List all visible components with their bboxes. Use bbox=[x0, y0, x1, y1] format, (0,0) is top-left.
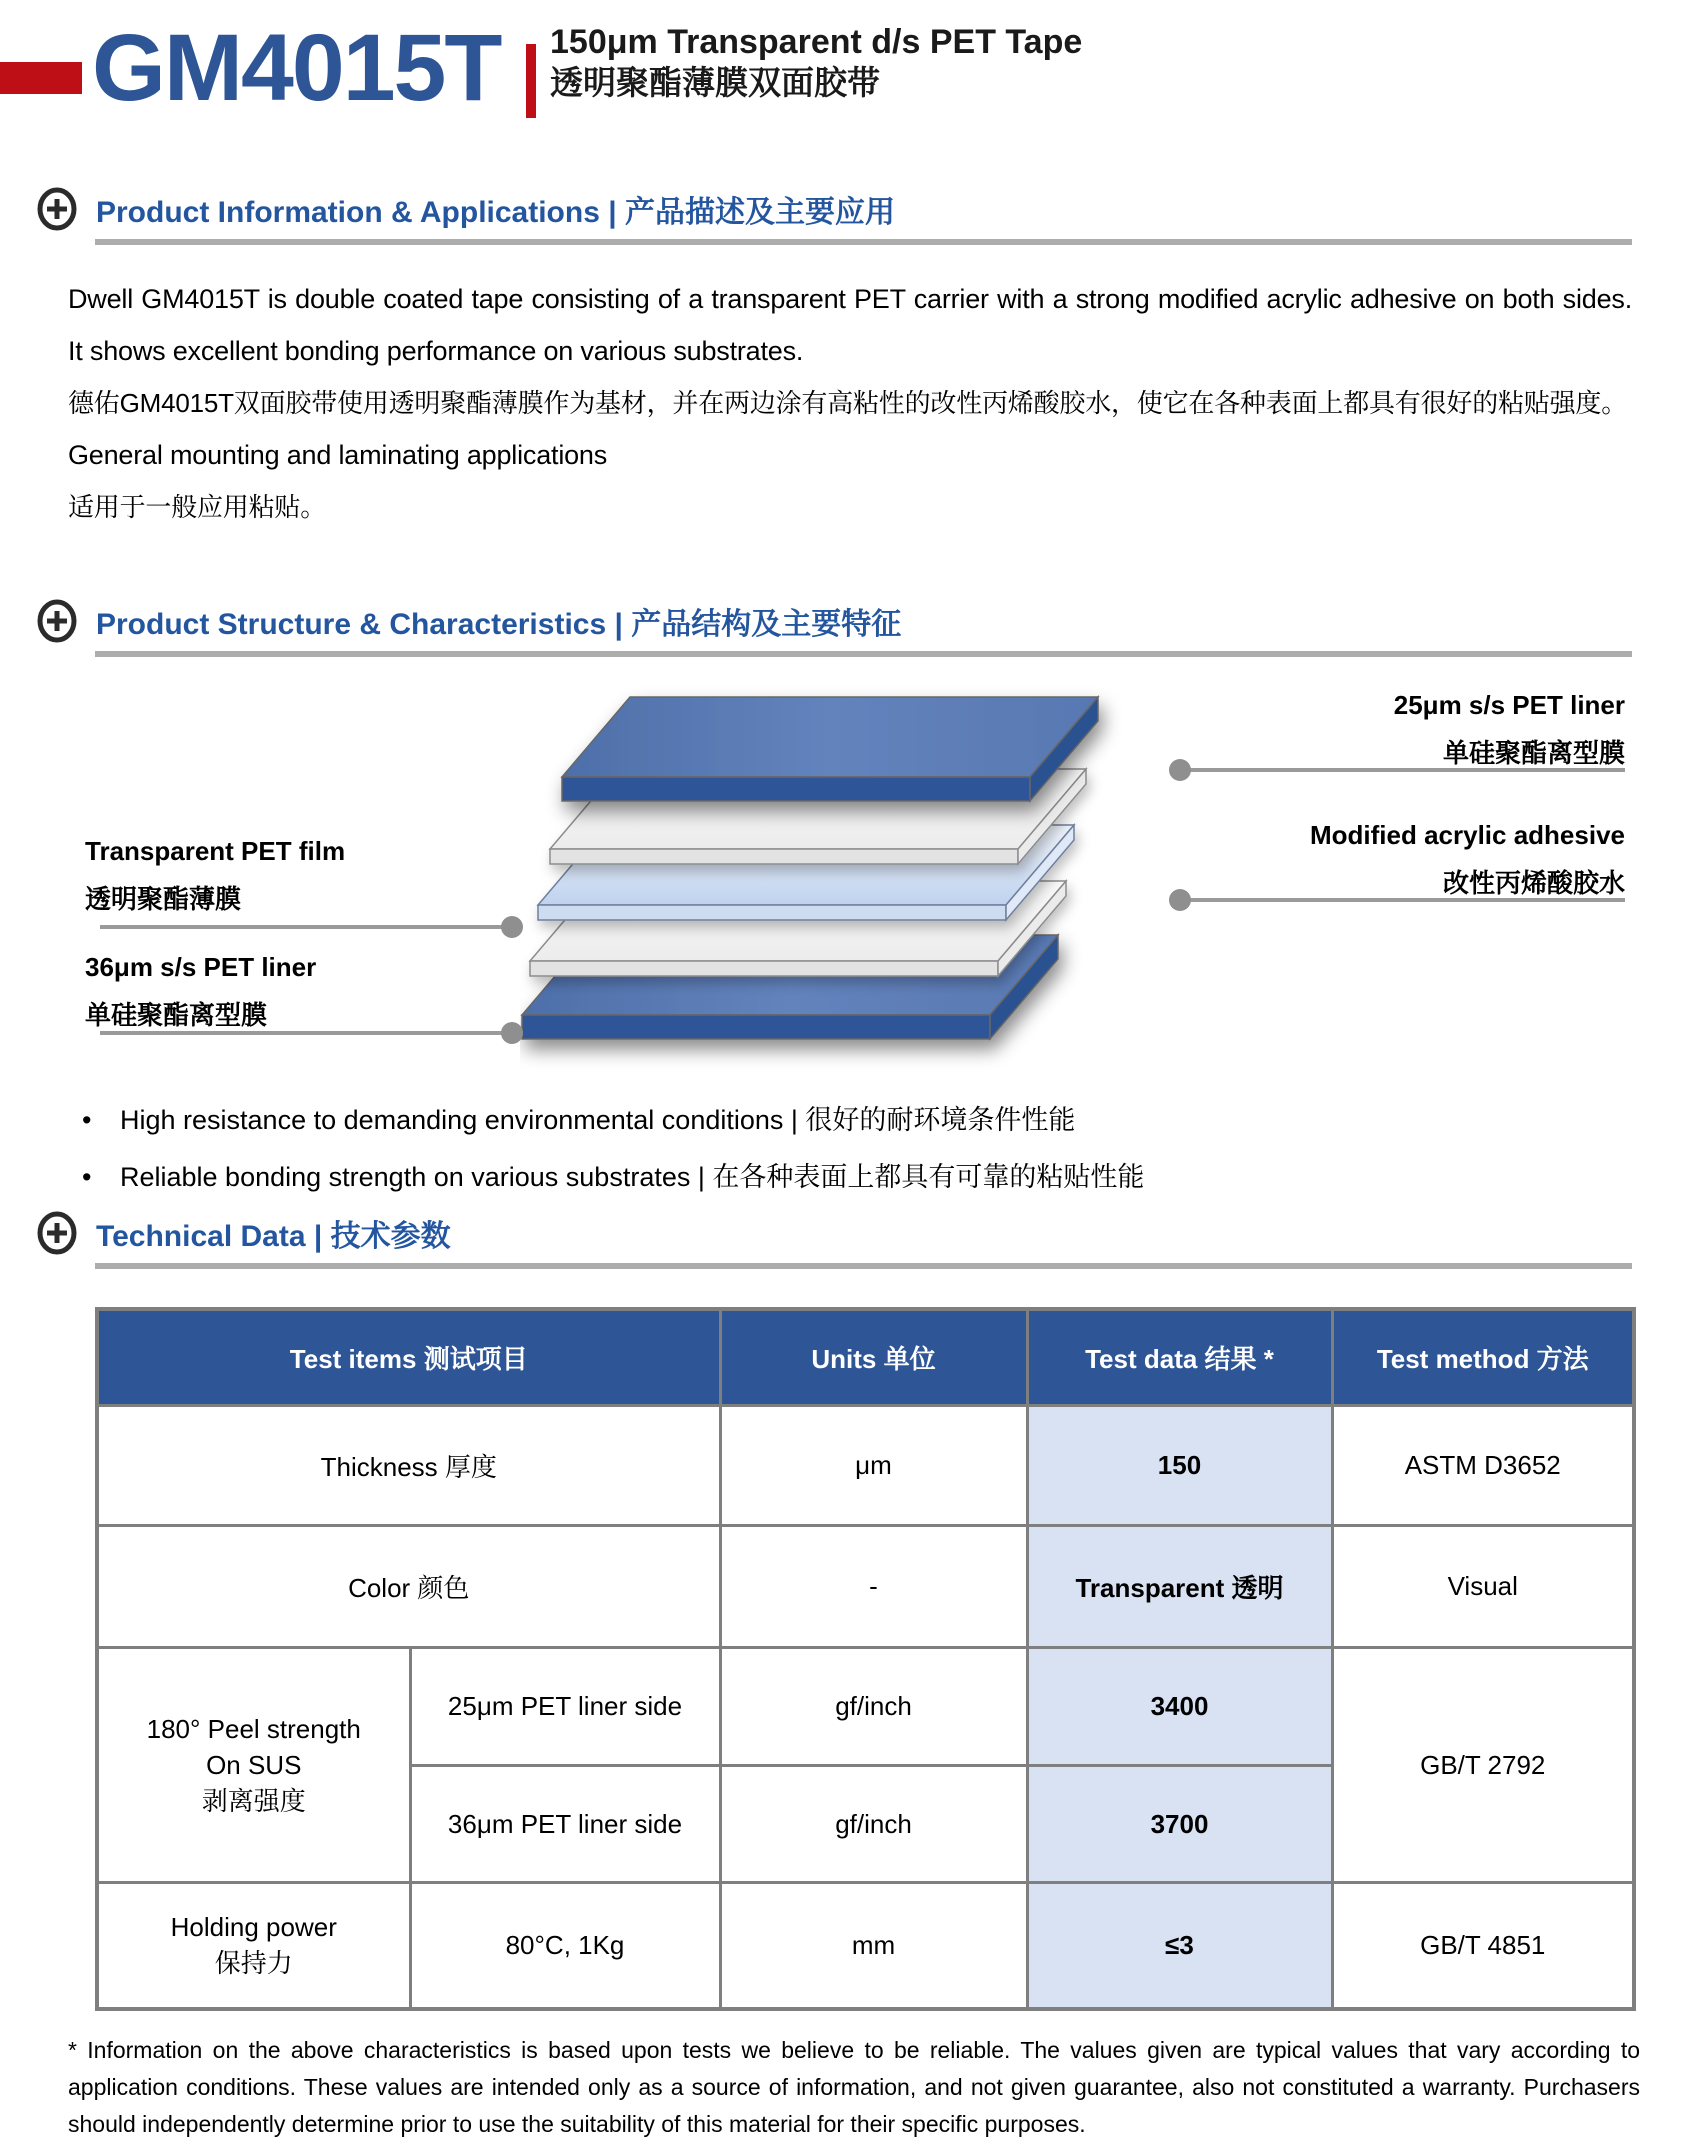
holding-item-line2: 保持力 bbox=[214, 1948, 293, 1979]
col-header-test-data: Test data 结果 * bbox=[1027, 1309, 1332, 1406]
section-title: Technical Data | 技术参数 bbox=[96, 1220, 451, 1253]
label-pet-film-zh: 透明聚酯薄膜 bbox=[85, 884, 242, 914]
footnote-disclaimer: * Information on the above characteristics is based upon tests we believe to be reliable. The values given are typical values that vary according to application conditions. These values are intended only as a source of information, and not given guarantee, also not constituted a warranty. Purchasers should independently determine prior to use the suitability of this material for their specific purposes. bbox=[68, 2037, 1640, 2137]
product-code: GM4015T bbox=[92, 15, 501, 121]
table-header-row bbox=[97, 1309, 1634, 1406]
label-adhesive bbox=[1310, 811, 1625, 907]
callout-line-liner-25 bbox=[1180, 768, 1625, 772]
table-row bbox=[97, 1406, 1634, 1526]
cell-test-data: Transparent 透明 bbox=[1027, 1526, 1332, 1648]
cell-method: GB/T 4851 bbox=[1332, 1883, 1634, 2009]
bullet-text: High resistance to demanding environmental conditions | 很好的耐环境条件性能 bbox=[120, 1105, 1076, 1135]
red-divider-bar bbox=[526, 44, 536, 118]
cell-item-holding bbox=[97, 1883, 410, 2009]
col-header-test-method: Test method 方法 bbox=[1332, 1309, 1634, 1406]
callout-line-pet-film bbox=[100, 925, 512, 929]
col-header-units: Units 单位 bbox=[720, 1309, 1027, 1406]
bullet-mark: • bbox=[82, 1105, 92, 1135]
label-liner-36-en: 36μm s/s PET liner bbox=[85, 952, 317, 982]
section-title: Product Structure & Characteristics | 产品结构及主要特征 bbox=[96, 608, 902, 641]
list-item bbox=[82, 1149, 1632, 1206]
table-row bbox=[97, 1526, 1634, 1648]
characteristics-list bbox=[82, 1092, 1632, 1206]
technical-data-table-wrap bbox=[95, 1307, 1694, 2011]
cell-test-data: ≤3 bbox=[1027, 1883, 1332, 2009]
label-pet-film-en: Transparent PET film bbox=[85, 836, 346, 866]
section-heading-row bbox=[36, 1210, 1694, 1256]
section-product-information bbox=[0, 186, 1694, 533]
cell-method: ASTM D3652 bbox=[1332, 1406, 1634, 1526]
product-title-zh: 透明聚酯薄膜双面胶带 bbox=[550, 64, 880, 101]
tape-layers-illustration bbox=[520, 677, 1220, 1077]
col-header-test-items: Test items 测试项目 bbox=[97, 1309, 720, 1406]
plus-circle-icon bbox=[36, 186, 78, 232]
red-accent-dash bbox=[0, 62, 82, 94]
label-adhesive-en: Modified acrylic adhesive bbox=[1309, 820, 1625, 850]
peel-item-line1: 180° Peel strength bbox=[146, 1714, 361, 1744]
product-title-en: 150μm Transparent d/s PET Tape bbox=[550, 23, 1083, 61]
cell-item: Thickness 厚度 bbox=[97, 1406, 720, 1526]
info-applications-en: General mounting and laminating applications bbox=[68, 440, 608, 470]
callout-line-adhesive bbox=[1180, 898, 1625, 902]
cell-method: Visual bbox=[1332, 1526, 1634, 1648]
callout-dot-pet-film bbox=[501, 916, 523, 938]
section-product-structure bbox=[0, 598, 1694, 1206]
cell-unit: - bbox=[720, 1526, 1027, 1648]
cell-item-peel bbox=[97, 1648, 410, 1883]
cell-sub-item: 25μm PET liner side bbox=[410, 1648, 720, 1766]
label-liner-25 bbox=[1394, 681, 1625, 777]
bullet-text: Reliable bonding strength on various substrates | 在各种表面上都具有可靠的粘贴性能 bbox=[120, 1162, 1145, 1192]
section-heading-row bbox=[36, 186, 1694, 232]
technical-data-table bbox=[95, 1307, 1636, 2011]
callout-dot-liner-25 bbox=[1169, 759, 1191, 781]
header-subtitle bbox=[550, 22, 1082, 104]
plus-circle-icon bbox=[36, 598, 78, 644]
label-pet-film bbox=[85, 827, 345, 923]
layer-pet-liner-25 bbox=[562, 697, 1098, 801]
cell-method: GB/T 2792 bbox=[1332, 1648, 1634, 1883]
table-row bbox=[97, 1883, 1634, 2009]
cell-test-data: 3700 bbox=[1027, 1766, 1332, 1883]
tape-structure-diagram bbox=[0, 657, 1694, 1082]
cell-item: Color 颜色 bbox=[97, 1526, 720, 1648]
section-title: Product Information & Applications | 产品描述及主要应用 bbox=[96, 196, 895, 229]
bullet-mark: • bbox=[82, 1162, 92, 1192]
peel-item-line3: 剥离强度 bbox=[201, 1786, 306, 1816]
info-paragraph-zh: 德佑GM4015T双面胶带使用透明聚酯薄膜作为基材，并在两边涂有高粘性的改性丙烯酸胶水，使它在各种表面上都具有很好的粘贴强度。 bbox=[68, 388, 1628, 418]
cell-unit: mm bbox=[720, 1883, 1027, 2009]
cell-condition: 80°C, 1Kg bbox=[410, 1883, 720, 2009]
label-adhesive-zh: 改性丙烯酸胶水 bbox=[1442, 868, 1625, 898]
section-technical-data bbox=[0, 1210, 1694, 2011]
callout-line-liner-36 bbox=[100, 1031, 512, 1035]
section-heading-row bbox=[36, 598, 1694, 644]
holding-item-line1: Holding power bbox=[170, 1912, 337, 1943]
product-info-text bbox=[68, 273, 1632, 533]
cell-unit: gf/inch bbox=[720, 1766, 1027, 1883]
label-liner-25-en: 25μm s/s PET liner bbox=[1393, 690, 1625, 720]
callout-dot-liner-36 bbox=[501, 1022, 523, 1044]
cell-unit: μm bbox=[720, 1406, 1027, 1526]
label-liner-25-zh: 单硅聚酯离型膜 bbox=[1442, 738, 1625, 768]
plus-circle-icon bbox=[36, 1210, 78, 1256]
section-rule bbox=[95, 1263, 1632, 1269]
cell-test-data: 3400 bbox=[1027, 1648, 1332, 1766]
peel-item-line2: On SUS bbox=[206, 1750, 302, 1780]
label-liner-36-zh: 单硅聚酯离型膜 bbox=[85, 1000, 268, 1030]
callout-dot-adhesive bbox=[1169, 889, 1191, 911]
list-item bbox=[82, 1092, 1632, 1149]
cell-test-data: 150 bbox=[1027, 1406, 1332, 1526]
table-row bbox=[97, 1648, 1634, 1766]
info-paragraph-en: Dwell GM4015T is double coated tape consisting of a transparent PET carrier with a strong modified acrylic adhesive on both sides. It shows excellent bonding performance on various substrates. bbox=[68, 284, 1632, 366]
cell-sub-item: 36μm PET liner side bbox=[410, 1766, 720, 1883]
cell-unit: gf/inch bbox=[720, 1648, 1027, 1766]
section-rule bbox=[95, 239, 1632, 245]
label-liner-36 bbox=[85, 943, 316, 1039]
info-applications-zh: 适用于一般应用粘贴。 bbox=[68, 492, 327, 522]
